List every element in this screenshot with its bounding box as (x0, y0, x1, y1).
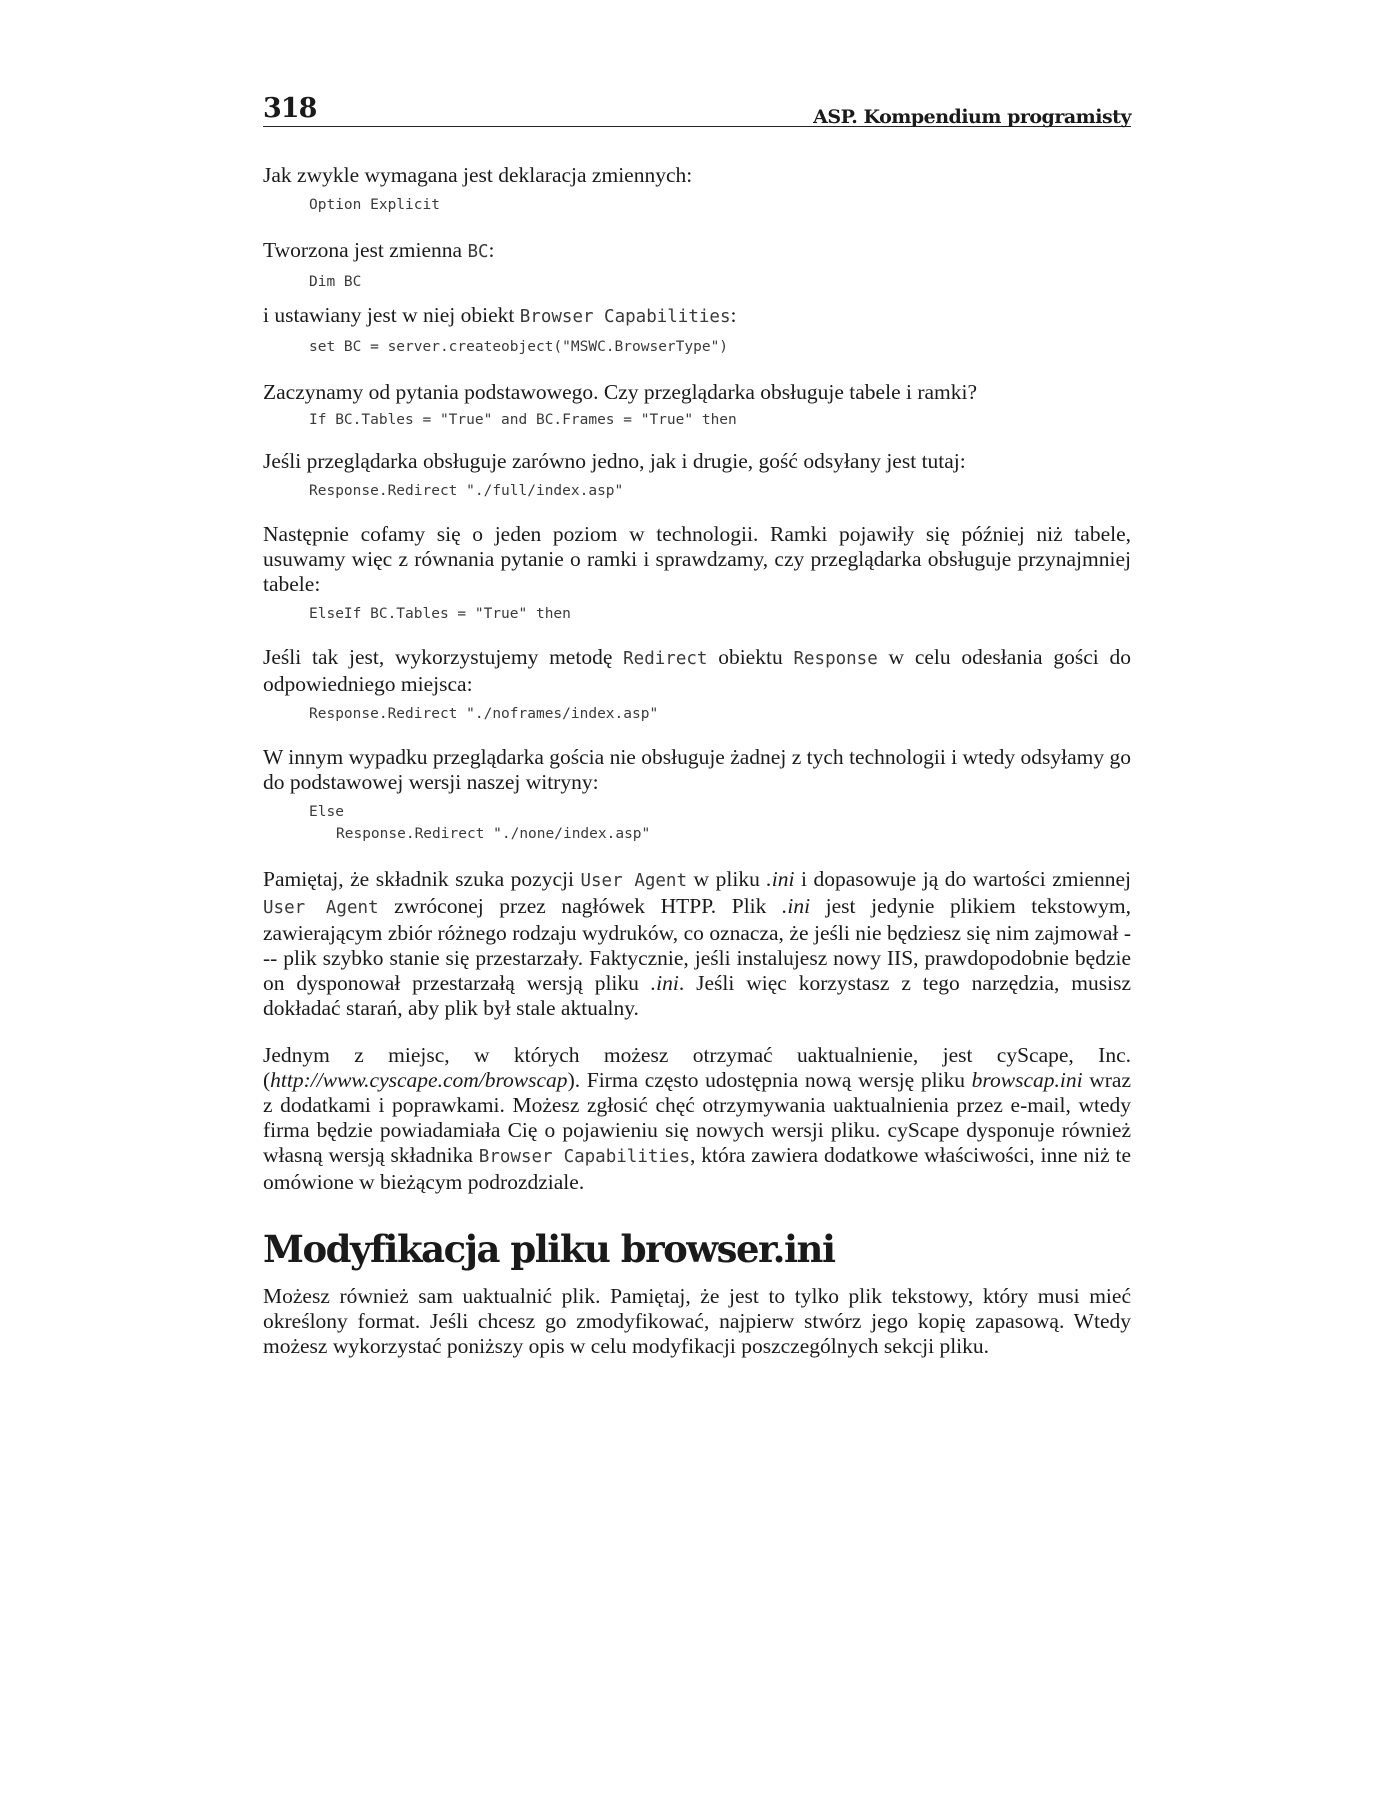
paragraph: Zaczynamy od pytania podstawowego. Czy przeglądarka obsługuje tabele i ramki? (263, 380, 978, 404)
code-line: Option Explicit (309, 197, 440, 213)
book-page (263, 92, 1131, 1359)
page-body (263, 163, 1131, 1359)
italic-text: .ini (766, 867, 795, 891)
text: w celu odesłania gości do odpowiedniego miejsca: (263, 645, 1131, 696)
italic-text: browscap.ini (971, 1068, 1083, 1092)
inline-code: Response (793, 649, 878, 669)
paragraph: Następnie cofamy się o jeden poziom w technologii. Ramki pojawiły się później niż tabele, usuwamy więc z równania pytanie o ramki i sprawdzamy, czy przeglądarka obsługuje przynajmniej tabele: (263, 522, 1131, 596)
inline-code: User Agent (580, 871, 688, 891)
text: zwróconej przez nagłówek HTPP. Plik (378, 894, 782, 918)
code-line: Else (309, 804, 344, 820)
paragraph: Możesz również sam uaktualnić plik. Pamiętaj, że jest to tylko plik tekstowy, który musi mieć określony format. Jeśli chcesz go zmodyfikować, najpierw stwórz jego kopię zapasową. Wtedy możesz wykorzystać poniższy opis w celu modyfikacji poszczególnych sekcji pliku. (263, 1284, 1131, 1358)
code-line: Dim BC (309, 274, 362, 290)
text: Jednym z miejsc, w których możesz otrzymać uaktualnienie, jest cyScape, Inc. ( (263, 1043, 1131, 1092)
code-line: If BC.Tables = "True" and BC.Frames = "True" then (309, 412, 737, 428)
text: obiektu (707, 645, 794, 669)
inline-code: Redirect (623, 649, 708, 669)
code-line: Response.Redirect "./full/index.asp" (309, 483, 624, 499)
text: ). Firma często udostępnia nową wersję pliku (567, 1068, 972, 1092)
code-line: ElseIf BC.Tables = "True" then (309, 606, 571, 622)
text: Tworzona jest zmienna (263, 238, 468, 262)
text: i dopasowuje ją do wartości zmiennej (794, 867, 1132, 891)
running-title: ASP. Kompendium programisty (813, 106, 1131, 128)
italic-text: .ini (782, 894, 811, 918)
paragraph: Jak zwykle wymagana jest deklaracja zmiennych: (263, 163, 693, 187)
inline-code: BC (467, 242, 489, 262)
text: . Jeśli więc korzystasz z tego narzędzia, musisz dokładać starań, aby plik był stale aktualny. (263, 971, 1132, 1020)
paragraph: Jeśli przeglądarka obsługuje zarówno jedno, jak i drugie, gość odsyłany jest tutaj: (263, 449, 966, 473)
paragraph: W innym wypadku przeglądarka gościa nie obsługuje żadnej z tych technologii i wtedy odsyłamy go do podstawowej wersji naszej witryny: (263, 745, 1131, 794)
italic-text: .ini (650, 971, 679, 995)
code-line: set BC = server.createobject("MSWC.BrowserType") (309, 339, 729, 355)
text: , która zawiera dodatkowe właściwości, inne niż te omówione w bieżącym podrozdziale. (263, 1143, 1131, 1194)
inline-code: Browser Capabilities (519, 307, 731, 327)
text: Pamiętaj, że składnik szuka pozycji (263, 867, 581, 891)
section-heading: Modyfikacja pliku browser.ini (263, 1227, 835, 1271)
inline-code: User Agent (263, 898, 379, 918)
text: : (488, 238, 495, 262)
paragraph (263, 645, 1131, 697)
paragraph (263, 238, 1131, 265)
page-header (263, 92, 1131, 127)
text: wraz z dodatkami i poprawkami. Możesz zgłosić chęć otrzymywania uaktualnienia przez e-mail, wtedy firma będzie powiadamiała Cię o pojawieniu się nowych wersji pliku. cyScape dysponuje również własną wersją składnika (263, 1068, 1131, 1167)
paragraph (263, 1043, 1131, 1195)
code-line: Response.Redirect "./none/index.asp" (336, 826, 651, 842)
paragraph (263, 867, 1131, 1021)
code-line: Response.Redirect "./noframes/index.asp" (309, 706, 659, 722)
text: : (730, 303, 737, 327)
paragraph (263, 303, 1131, 330)
url-text: http://www.cyscape.com/browscap (270, 1068, 568, 1092)
text: i ustawiany jest w niej obiekt (263, 303, 520, 327)
inline-code: Browser Capabilities (478, 1147, 690, 1167)
text: w pliku (687, 867, 767, 891)
text: jest jedynie plikiem tekstowym, zawierającym zbiór różnego rodzaju wydruków, co oznacza, że jeśli nie będziesz się nim zajmował --- plik szybko stanie się przestarzały. Faktycznie, jeśli instalujesz nowy IIS, prawdopodobnie będzie on dysponował przestarzałą wersją pliku (263, 894, 1131, 995)
text: Jeśli tak jest, wykorzystujemy metodę (263, 645, 624, 669)
page-number: 318 (263, 93, 317, 124)
